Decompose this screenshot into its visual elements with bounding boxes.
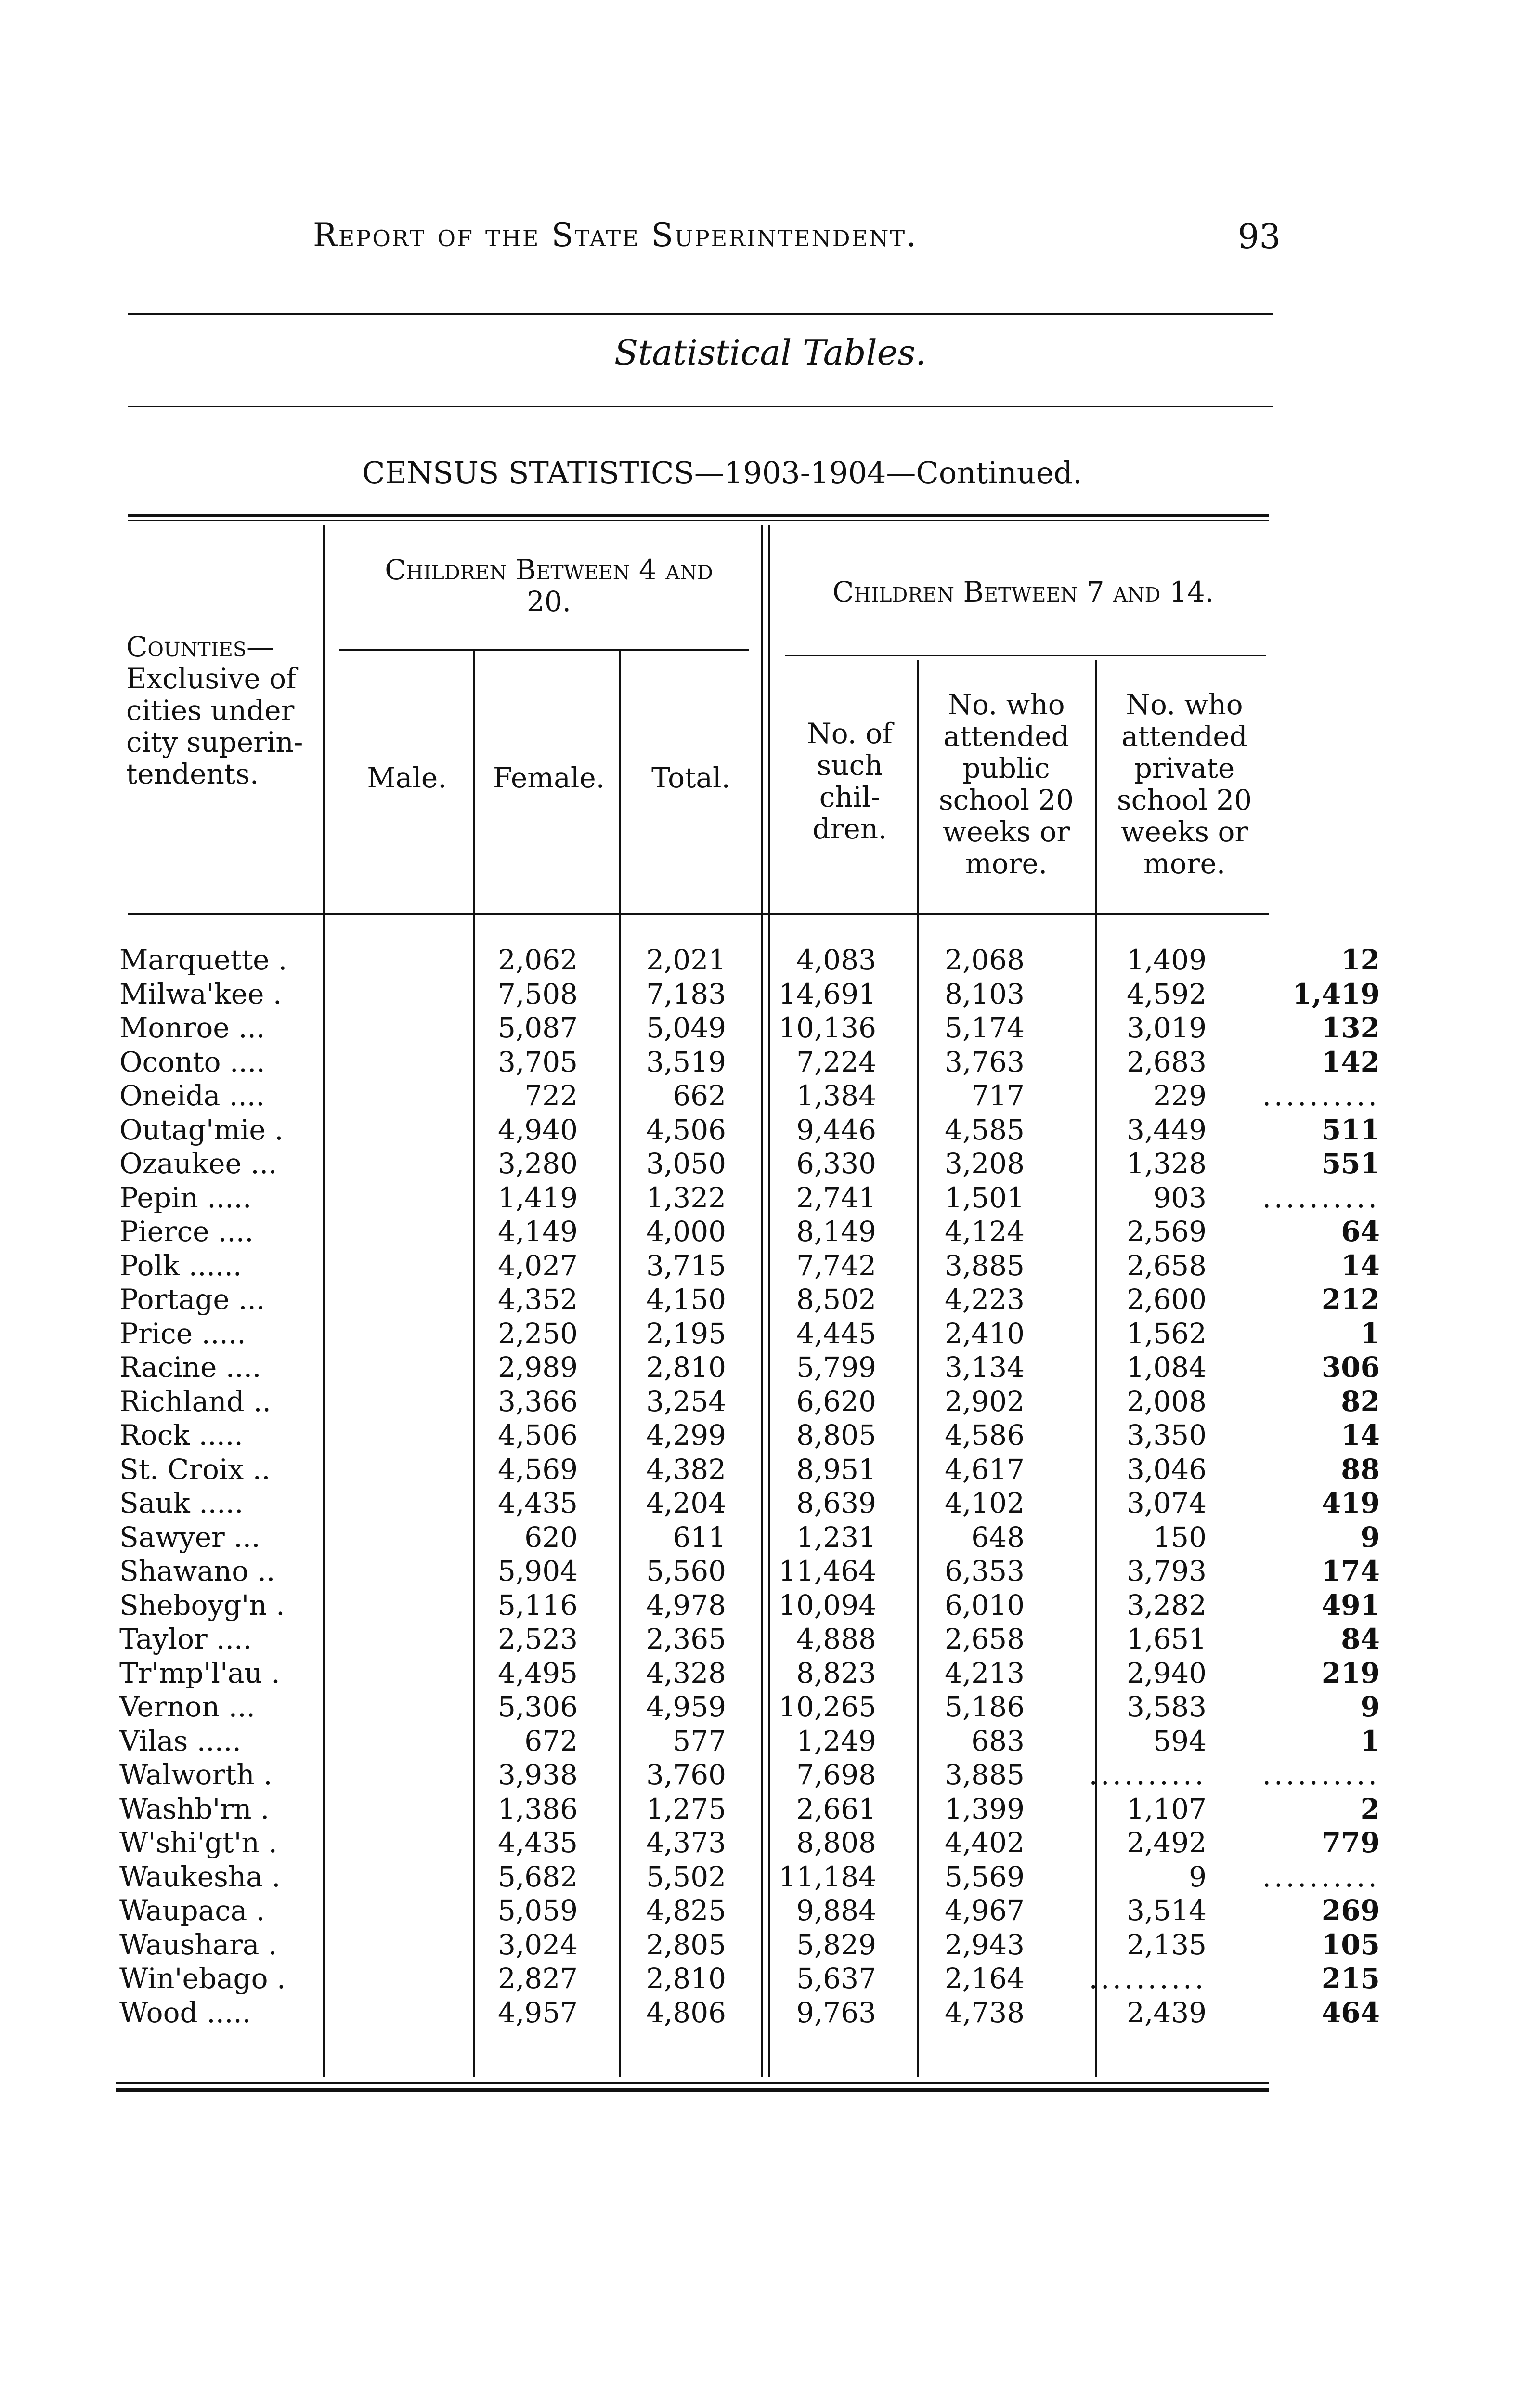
female-cell: 4,825 (646, 1894, 726, 1927)
table-title: CENSUS STATISTICS—1903-1904—Continued. (362, 455, 1082, 490)
col-divider-county (323, 525, 325, 949)
male-cell: 620 (524, 1520, 578, 1554)
total-cell: 4,445 (796, 1317, 876, 1350)
male-cell: 5,682 (497, 1860, 578, 1893)
male-cell: 7,508 (497, 977, 578, 1010)
private-school-cell: 215 (1321, 1962, 1380, 1995)
children-cell: 3,885 (944, 1758, 1025, 1791)
private-school-cell: 464 (1321, 1996, 1380, 2029)
private-school-cell: 419 (1321, 1487, 1380, 1519)
public-school-cell: 1,409 (1126, 943, 1207, 976)
section-rule (128, 406, 1273, 407)
county-column-header (126, 631, 328, 790)
total-cell: 2,741 (796, 1181, 876, 1214)
private-school-cell: 511 (1321, 1113, 1380, 1146)
female-cell: 3,715 (646, 1249, 726, 1282)
col-divider-male (473, 651, 475, 949)
running-header: Report of the State Superintendent. (313, 217, 918, 254)
private-column-header: No. who attended private school 20 weeks or more. (1117, 688, 1252, 880)
male-cell: 4,957 (497, 1996, 578, 2029)
county-cell: Polk ...... (119, 1249, 242, 1282)
county-cell: Waukesha . (119, 1860, 281, 1893)
female-cell: 4,204 (646, 1487, 726, 1519)
public-school-cell: 2,940 (1126, 1656, 1207, 1689)
public-school-cell: 1,562 (1126, 1317, 1207, 1350)
col-divider-total-b (768, 525, 770, 949)
private-school-cell: 2 (1360, 1792, 1380, 1825)
county-cell: Pepin ..... (119, 1181, 252, 1214)
county-cell: Price ..... (119, 1317, 246, 1350)
female-cell: 3,254 (646, 1385, 726, 1418)
children-cell: 4,124 (944, 1215, 1025, 1248)
public-school-cell: 1,084 (1126, 1351, 1207, 1384)
table-row (116, 1011, 1380, 1045)
county-header-rest: Exclusive of cities under city superin-tendents. (126, 662, 303, 790)
total-cell: 1,231 (796, 1520, 876, 1554)
county-cell: Taylor .... (119, 1623, 252, 1655)
total-cell: 7,742 (796, 1249, 876, 1282)
table-row (116, 1181, 1380, 1215)
children-cell: 3,885 (944, 1249, 1025, 1282)
col-divider-children (917, 660, 919, 949)
children-column-header: No. of such chil-dren. (807, 717, 893, 845)
female-cell: 611 (673, 1520, 726, 1554)
table-row (116, 1792, 1380, 1826)
table-row (116, 1894, 1380, 1928)
private-school-cell: 14 (1341, 1419, 1380, 1452)
female-cell: 5,502 (646, 1860, 726, 1893)
female-cell: 4,328 (646, 1656, 726, 1689)
private-school-cell: 84 (1341, 1623, 1380, 1655)
total-cell: 9,884 (796, 1894, 876, 1927)
female-cell: 4,150 (646, 1283, 726, 1316)
public-school-cell: 2,569 (1126, 1215, 1207, 1248)
table-row (116, 943, 1380, 977)
female-cell: 3,519 (646, 1045, 726, 1078)
col-divider-total-a (761, 525, 763, 949)
public-school-cell: 1,328 (1126, 1147, 1207, 1180)
children-cell: 2,902 (944, 1385, 1025, 1418)
public-school-cell: 2,600 (1126, 1283, 1207, 1316)
table-row (116, 1453, 1380, 1487)
total-cell: 1,384 (796, 1079, 876, 1112)
table-row (116, 1724, 1380, 1758)
children-cell: 1,501 (944, 1181, 1025, 1214)
male-cell: 2,250 (497, 1317, 578, 1350)
private-school-cell: .......... (1262, 1860, 1380, 1893)
private-school-cell: 82 (1341, 1385, 1380, 1418)
county-cell: Marquette . (119, 943, 287, 976)
table-row (116, 1317, 1380, 1351)
county-cell: Outag'mie . (119, 1113, 284, 1146)
public-school-cell: 3,583 (1126, 1690, 1207, 1723)
female-cell: 3,760 (646, 1758, 726, 1791)
female-cell: 662 (673, 1079, 726, 1112)
children-cell: 1,399 (944, 1792, 1025, 1825)
public-school-cell: 150 (1153, 1520, 1207, 1554)
private-school-cell: 12 (1341, 943, 1380, 976)
total-cell: 2,661 (796, 1792, 876, 1825)
county-cell: Vernon ... (119, 1690, 255, 1723)
children-cell: 2,943 (944, 1928, 1025, 1961)
female-cell: 1,275 (646, 1792, 726, 1825)
private-school-cell: 491 (1321, 1588, 1380, 1622)
total-cell: 8,149 (796, 1215, 876, 1248)
total-cell: 4,083 (796, 943, 876, 976)
table-row (116, 1928, 1380, 1962)
public-school-cell: 3,514 (1126, 1894, 1207, 1927)
children-cell: 4,586 (944, 1419, 1025, 1452)
female-cell: 4,373 (646, 1826, 726, 1859)
children-cell: 4,402 (944, 1826, 1025, 1859)
total-cell: 11,464 (779, 1555, 876, 1587)
children-cell: 4,213 (944, 1656, 1025, 1689)
section-title: Statistical Tables. (614, 332, 927, 373)
table-row (116, 1554, 1380, 1588)
county-cell: Ozaukee ... (119, 1147, 277, 1180)
total-cell: 6,620 (796, 1385, 876, 1418)
county-header-line1: Counties— (126, 630, 274, 663)
female-cell: 1,322 (646, 1181, 726, 1214)
public-school-cell: 2,439 (1126, 1996, 1207, 2029)
female-cell: 2,805 (646, 1928, 726, 1961)
female-cell: 2,195 (646, 1317, 726, 1350)
children-cell: 5,186 (944, 1690, 1025, 1723)
public-school-cell: 3,282 (1126, 1588, 1207, 1622)
children-cell: 4,738 (944, 1996, 1025, 2029)
county-cell: Vilas ..... (119, 1724, 241, 1757)
private-school-cell: 9 (1360, 1520, 1380, 1554)
county-cell: Pierce .... (119, 1215, 254, 1248)
public-school-cell: .......... (1089, 1962, 1207, 1995)
county-cell: Racine .... (119, 1351, 261, 1384)
table-top-rule-thin (128, 520, 1269, 521)
county-cell: Monroe ... (119, 1011, 265, 1044)
total-cell: 7,698 (796, 1758, 876, 1791)
female-cell: 4,000 (646, 1215, 726, 1248)
male-cell: 1,419 (497, 1181, 578, 1214)
private-school-cell: 132 (1321, 1011, 1380, 1044)
female-cell: 4,959 (646, 1690, 726, 1723)
public-school-cell: 1,651 (1126, 1623, 1207, 1655)
table-row (116, 1588, 1380, 1623)
female-cell: 5,049 (646, 1011, 726, 1044)
private-school-cell: 269 (1321, 1894, 1380, 1927)
male-cell: 4,506 (497, 1419, 578, 1452)
male-cell: 3,705 (497, 1045, 578, 1078)
table-row (116, 1860, 1380, 1894)
total-cell: 10,265 (779, 1690, 876, 1723)
female-cell: 4,506 (646, 1113, 726, 1146)
county-cell: Sauk ..... (119, 1487, 244, 1519)
female-cell: 2,810 (646, 1351, 726, 1384)
children-cell: 717 (971, 1079, 1025, 1112)
children-cell: 6,010 (944, 1588, 1025, 1622)
public-school-cell: 1,107 (1126, 1792, 1207, 1825)
county-cell: Oneida .... (119, 1079, 265, 1112)
table-top-rule (128, 514, 1269, 517)
table-row (116, 1385, 1380, 1419)
table-row (116, 1486, 1380, 1520)
private-school-cell: .......... (1262, 1079, 1380, 1112)
female-cell: 577 (673, 1724, 726, 1757)
county-cell: Tr'mp'l'au . (119, 1656, 280, 1689)
female-cell: 2,365 (646, 1623, 726, 1655)
table-row (116, 1350, 1380, 1385)
public-school-cell: 229 (1153, 1079, 1207, 1112)
male-cell: 1,386 (497, 1792, 578, 1825)
public-school-cell: 3,449 (1126, 1113, 1207, 1146)
table-row (116, 1147, 1380, 1181)
total-cell: 5,637 (796, 1962, 876, 1995)
public-school-cell: 2,658 (1126, 1249, 1207, 1282)
col-divider-female (619, 651, 621, 949)
county-cell: Oconto .... (119, 1045, 265, 1078)
children-cell: 648 (971, 1520, 1025, 1554)
table-row (116, 1215, 1380, 1249)
county-cell: Rock ..... (119, 1419, 243, 1452)
table-bottom-rule-thick (116, 2088, 1269, 2092)
private-school-cell: 219 (1321, 1656, 1380, 1689)
female-cell: 7,183 (646, 977, 726, 1010)
public-school-cell: 3,046 (1126, 1453, 1207, 1486)
male-cell: 3,938 (497, 1758, 578, 1791)
county-cell: Washb'rn . (119, 1792, 270, 1825)
county-cell: Waushara . (119, 1928, 277, 1961)
children-cell: 2,068 (944, 943, 1025, 976)
female-cell: 4,299 (646, 1419, 726, 1452)
table-row (116, 1656, 1380, 1690)
male-cell: 4,940 (497, 1113, 578, 1146)
public-school-cell: 2,683 (1126, 1045, 1207, 1078)
private-school-cell: 1,419 (1292, 977, 1380, 1010)
female-cell: 4,382 (646, 1453, 726, 1486)
group-header-7-14: Children Between 7 and 14. (832, 576, 1214, 608)
page-number: 93 (1237, 217, 1281, 256)
public-school-cell: 2,008 (1126, 1385, 1207, 1418)
total-cell: 9,446 (796, 1113, 876, 1146)
total-cell: 8,805 (796, 1419, 876, 1452)
private-school-cell: 1 (1360, 1317, 1380, 1350)
total-cell: 8,639 (796, 1487, 876, 1519)
private-school-cell: 142 (1321, 1045, 1380, 1078)
county-cell: W'shi'gt'n . (119, 1826, 277, 1859)
county-cell: Walworth . (119, 1758, 273, 1791)
male-cell: 2,523 (497, 1623, 578, 1655)
public-school-cell: 9 (1189, 1860, 1207, 1893)
male-cell: 5,059 (497, 1894, 578, 1927)
public-school-cell: 903 (1153, 1181, 1207, 1214)
table-row (116, 1622, 1380, 1656)
private-school-cell: 64 (1341, 1215, 1380, 1248)
public-school-cell: 2,492 (1126, 1826, 1207, 1859)
children-cell: 4,617 (944, 1453, 1025, 1486)
group-header-4-20: Children Between 4 and 20. (385, 553, 713, 618)
total-cell: 10,136 (779, 1011, 876, 1044)
male-cell: 3,280 (497, 1147, 578, 1180)
female-cell: 2,021 (646, 943, 726, 976)
table-row (116, 1690, 1380, 1724)
male-cell: 4,149 (497, 1215, 578, 1248)
public-school-cell: 3,793 (1126, 1555, 1207, 1587)
public-school-cell: 594 (1153, 1724, 1207, 1757)
table-bottom-rule (116, 2082, 1269, 2084)
private-school-cell: 212 (1321, 1283, 1380, 1316)
female-cell: 3,050 (646, 1147, 726, 1180)
table-row (116, 977, 1380, 1011)
private-school-cell: 1 (1360, 1724, 1380, 1757)
male-cell: 3,366 (497, 1385, 578, 1418)
public-school-cell: 3,019 (1126, 1011, 1207, 1044)
children-cell: 2,164 (944, 1962, 1025, 1995)
table-row (116, 1079, 1380, 1113)
total-cell: 8,951 (796, 1453, 876, 1486)
table-row (116, 1249, 1380, 1283)
children-cell: 5,569 (944, 1860, 1025, 1893)
total-cell: 4,888 (796, 1623, 876, 1655)
children-cell: 6,353 (944, 1555, 1025, 1587)
female-cell: 4,806 (646, 1996, 726, 2029)
table-row (116, 1996, 1380, 2030)
children-cell: 3,763 (944, 1045, 1025, 1078)
children-cell: 8,103 (944, 977, 1025, 1010)
county-cell: Waupaca . (119, 1894, 265, 1927)
total-cell: 8,502 (796, 1283, 876, 1316)
male-cell: 5,306 (497, 1690, 578, 1723)
private-school-cell: 779 (1321, 1826, 1380, 1859)
county-cell: Richland .. (119, 1385, 271, 1418)
county-cell: St. Croix .. (119, 1453, 271, 1486)
total-column-header: Total. (651, 761, 730, 794)
total-cell: 8,823 (796, 1656, 876, 1689)
children-cell: 3,134 (944, 1351, 1025, 1384)
group1-underline (339, 649, 749, 651)
private-school-cell: 551 (1321, 1147, 1380, 1180)
table-row (116, 1826, 1380, 1860)
table-row (116, 1758, 1380, 1792)
female-cell: 4,978 (646, 1588, 726, 1622)
male-cell: 4,495 (497, 1656, 578, 1689)
male-cell: 4,435 (497, 1826, 578, 1859)
county-cell: Portage ... (119, 1283, 265, 1316)
male-cell: 2,827 (497, 1962, 578, 1995)
private-school-cell: 306 (1321, 1351, 1380, 1384)
census-table-body (116, 943, 1380, 2029)
children-cell: 2,658 (944, 1623, 1025, 1655)
male-cell: 672 (524, 1724, 578, 1757)
children-cell: 5,174 (944, 1011, 1025, 1044)
county-cell: Milwa'kee . (119, 977, 282, 1010)
total-cell: 8,808 (796, 1826, 876, 1859)
total-cell: 10,094 (779, 1588, 876, 1622)
male-cell: 2,989 (497, 1351, 578, 1384)
male-cell: 4,027 (497, 1249, 578, 1282)
male-cell: 2,062 (497, 943, 578, 976)
children-cell: 4,102 (944, 1487, 1025, 1519)
total-cell: 1,249 (796, 1724, 876, 1757)
total-cell: 5,829 (796, 1928, 876, 1961)
male-column-header: Male. (367, 761, 447, 794)
county-cell: Shawano .. (119, 1555, 275, 1587)
public-school-cell: 3,074 (1126, 1487, 1207, 1519)
table-row (116, 1962, 1380, 1996)
total-cell: 14,691 (779, 977, 876, 1010)
table-row (116, 1418, 1380, 1453)
private-school-cell: 14 (1341, 1249, 1380, 1282)
male-cell: 4,435 (497, 1487, 578, 1519)
total-cell: 6,330 (796, 1147, 876, 1180)
total-cell: 7,224 (796, 1045, 876, 1078)
total-cell: 5,799 (796, 1351, 876, 1384)
private-school-cell: 105 (1321, 1928, 1380, 1961)
male-cell: 4,352 (497, 1283, 578, 1316)
public-school-cell: .......... (1089, 1758, 1207, 1791)
public-school-cell: 2,135 (1126, 1928, 1207, 1961)
public-school-cell: 4,592 (1126, 977, 1207, 1010)
private-school-cell: .......... (1262, 1181, 1380, 1214)
children-cell: 2,410 (944, 1317, 1025, 1350)
header-bottom-rule (128, 913, 1269, 915)
public-column-header: No. who attended public school 20 weeks or more. (938, 688, 1074, 880)
children-cell: 4,585 (944, 1113, 1025, 1146)
public-school-cell: 3,350 (1126, 1419, 1207, 1452)
table-row (116, 1283, 1380, 1317)
children-cell: 4,223 (944, 1283, 1025, 1316)
private-school-cell: 174 (1321, 1555, 1380, 1587)
table-row (116, 1045, 1380, 1079)
children-cell: 4,967 (944, 1894, 1025, 1927)
male-cell: 5,087 (497, 1011, 578, 1044)
group2-underline (785, 655, 1266, 656)
female-column-header: Female. (493, 761, 605, 794)
table-row (116, 1113, 1380, 1147)
col-divider-public (1095, 660, 1097, 949)
male-cell: 3,024 (497, 1928, 578, 1961)
county-cell: Wood ..... (119, 1996, 251, 2029)
private-school-cell: 88 (1341, 1453, 1380, 1486)
female-cell: 5,560 (646, 1555, 726, 1587)
male-cell: 4,569 (497, 1453, 578, 1486)
county-cell: Sawyer ... (119, 1520, 260, 1554)
male-cell: 722 (524, 1079, 578, 1112)
children-cell: 683 (971, 1724, 1025, 1757)
total-cell: 11,184 (779, 1860, 876, 1893)
male-cell: 5,116 (497, 1588, 578, 1622)
header-rule (128, 313, 1273, 315)
private-school-cell: 9 (1360, 1690, 1380, 1723)
male-cell: 5,904 (497, 1555, 578, 1587)
female-cell: 2,810 (646, 1962, 726, 1995)
county-cell: Sheboyg'n . (119, 1588, 285, 1622)
table-row (116, 1520, 1380, 1555)
total-cell: 9,763 (796, 1996, 876, 2029)
private-school-cell: .......... (1262, 1758, 1380, 1791)
children-cell: 3,208 (944, 1147, 1025, 1180)
county-cell: Win'ebago . (119, 1962, 286, 1995)
